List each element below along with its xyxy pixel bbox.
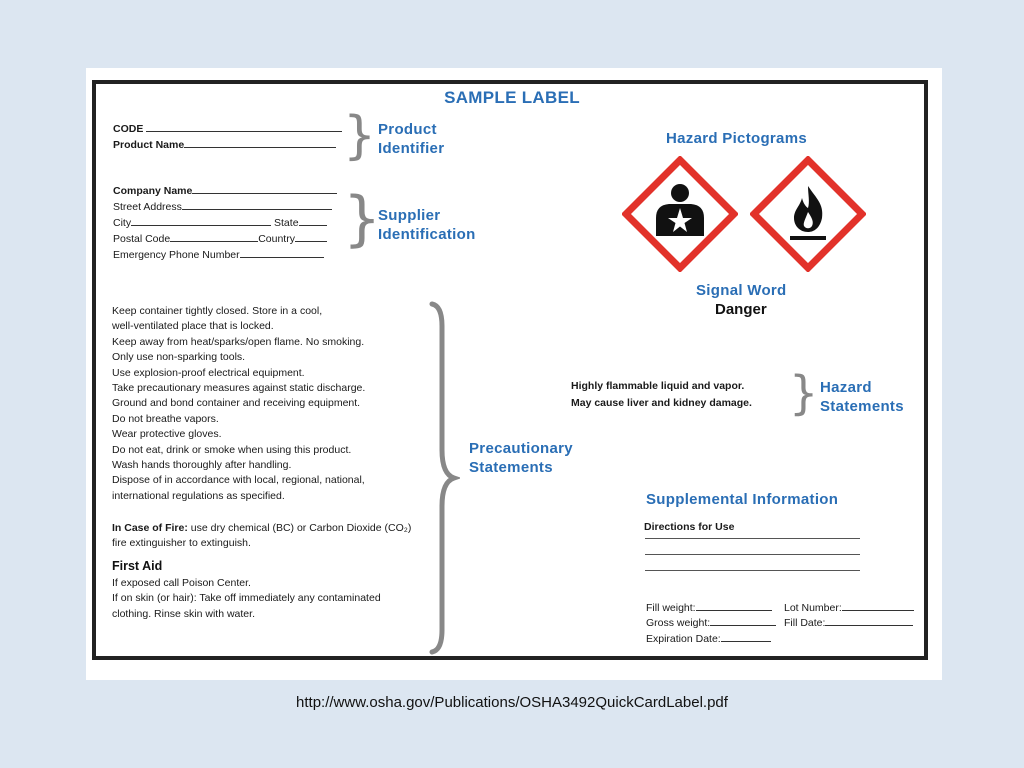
supplier-fields	[113, 183, 337, 263]
product-name-line	[184, 138, 336, 148]
code-line	[146, 122, 342, 132]
directions-line-3	[645, 570, 860, 571]
first-aid-lines: If exposed call Poison Center. If on skin (or hair): Take off immediately any contaminated clothing. Rinse skin with water.	[112, 577, 381, 620]
supplier-identification-label: Supplier Identification	[378, 207, 476, 243]
product-identifier-label: Product Identifier	[378, 121, 445, 157]
precautionary-brace	[424, 300, 460, 656]
lot-number-field: Lot Number:	[784, 600, 914, 616]
fire-instructions: In Case of Fire: use dry chemical (BC) or Carbon Dioxide (CO₂) fire extinguisher to extinguish.	[112, 522, 412, 550]
supplier-brace: }	[343, 184, 382, 254]
health-hazard-icon	[622, 156, 738, 272]
directions-line-2	[645, 554, 860, 555]
signal-word-heading: Signal Word	[696, 282, 787, 299]
supplemental-heading: Supplemental Information	[646, 491, 839, 508]
directions-line-1	[645, 538, 860, 539]
city-state-field: City State	[113, 215, 337, 231]
emergency-phone-field: Emergency Phone Number	[113, 247, 337, 263]
label-title: SAMPLE LABEL	[444, 88, 580, 107]
flame-icon	[750, 156, 866, 272]
hazard-pictograms-heading: Hazard Pictograms	[666, 130, 807, 147]
gross-weight-field: Gross weight:	[646, 615, 776, 631]
company-name-field: Company Name	[113, 183, 337, 199]
postal-country-field: Postal Code Country	[113, 231, 337, 247]
hazard-statements-label: Hazard Statements	[820, 379, 904, 415]
directions-for-use: Directions for Use	[644, 521, 735, 533]
precautionary-statements-label: Precautionary Statements	[469, 440, 573, 476]
hazard-brace: }	[789, 366, 819, 420]
street-address-field: Street Address	[113, 199, 337, 215]
product-brace: }	[343, 106, 377, 166]
signal-word-value: Danger	[715, 301, 767, 318]
precautionary-lines: Keep container tightly closed. Store in a cool, well-ventilated place that is locked. Keep away from heat/sparks/open flame. No smoking. Only use non-sparking tools. Use explosion-proof electrical equipment. Take precautionary measures against static discharge. Ground and bond container and receiving equipment. Do not breathe vapors. Wear protective gloves. Do not eat, drink or smoke when using this product. Wash hands thoroughly after handling. Dispose of in accordance with local, regional, national, international regulations as specified.	[112, 305, 366, 502]
fill-date-field: Fill Date:	[784, 615, 913, 631]
source-url[interactable]: http://www.osha.gov/Publications/OSHA3492QuickCardLabel.pdf	[296, 694, 728, 711]
product-name-field: Product Name	[113, 137, 336, 153]
first-aid-heading: First Aid	[112, 559, 163, 573]
fill-weight-field: Fill weight:	[646, 600, 772, 616]
code-field: CODE	[113, 121, 342, 137]
expiration-date-field: Expiration Date:	[646, 631, 771, 647]
hazard-statement-lines: Highly flammable liquid and vapor. May cause liver and kidney damage.	[571, 380, 752, 409]
